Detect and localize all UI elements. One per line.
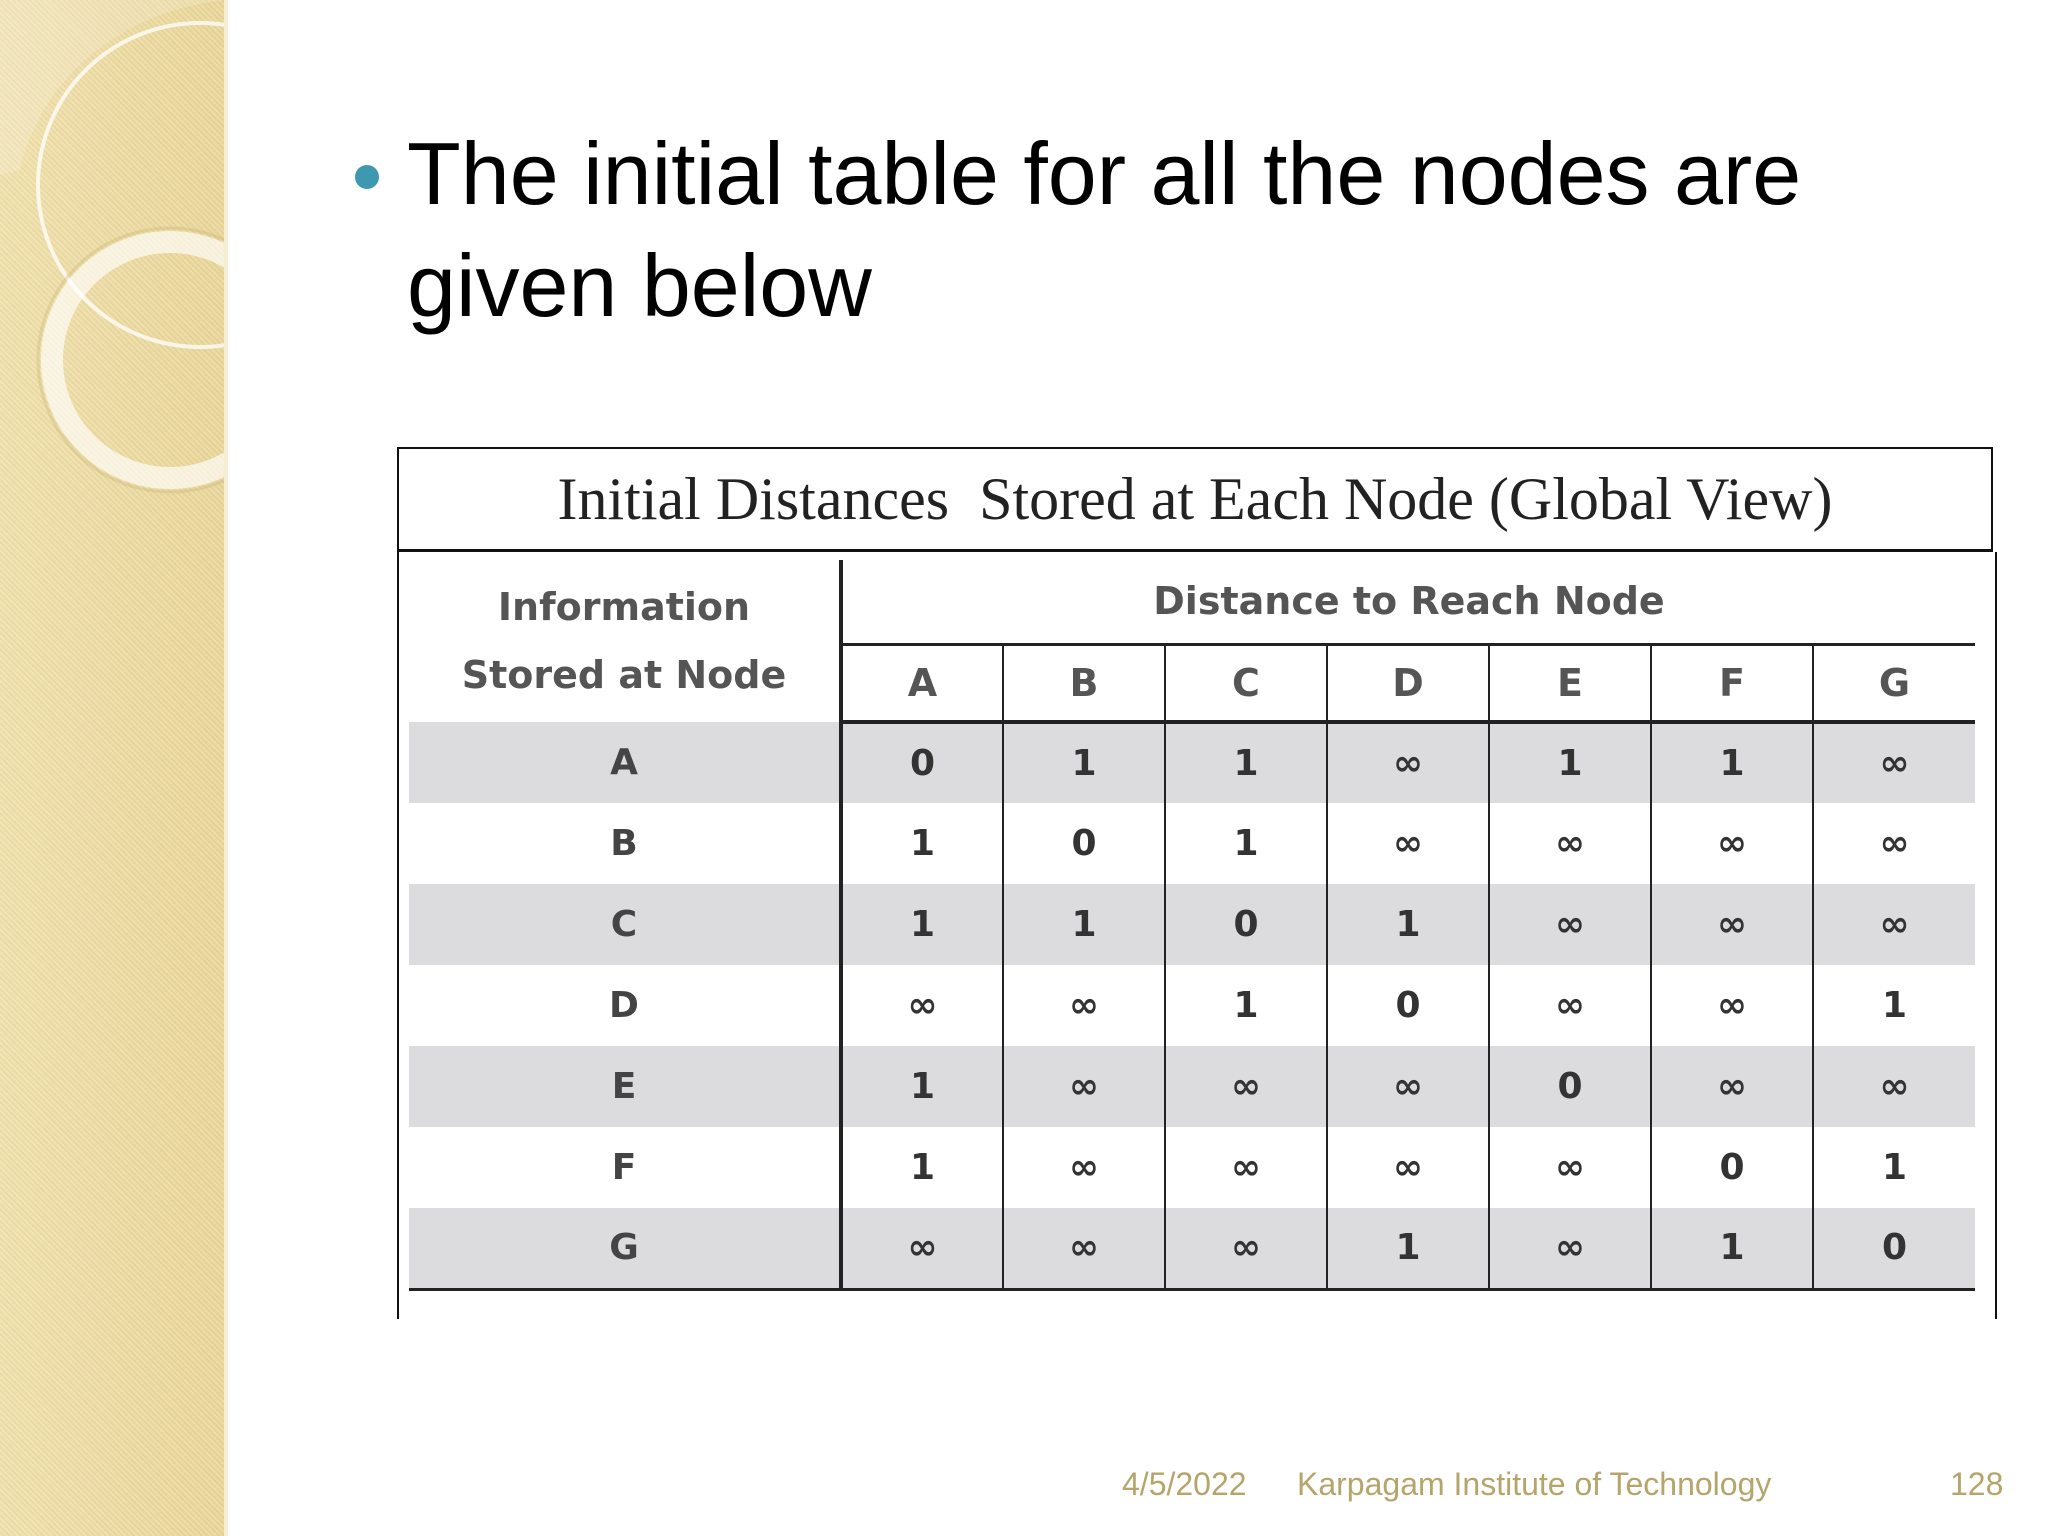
table-cell: 1 bbox=[1813, 1127, 1975, 1208]
table-cell: ∞ bbox=[1813, 722, 1975, 803]
column-header: D bbox=[1327, 644, 1489, 722]
table-cell: ∞ bbox=[841, 1208, 1003, 1289]
row-header: E bbox=[409, 1046, 841, 1127]
table-cell: 1 bbox=[1327, 884, 1489, 965]
table-cell: ∞ bbox=[1165, 1046, 1327, 1127]
table-cell: 0 bbox=[1651, 1127, 1813, 1208]
table-cell: 1 bbox=[1651, 722, 1813, 803]
table-cell: ∞ bbox=[1651, 965, 1813, 1046]
row-header: G bbox=[409, 1208, 841, 1289]
table-cell: 1 bbox=[1489, 722, 1651, 803]
table-cell: ∞ bbox=[1003, 965, 1165, 1046]
table-cell: 1 bbox=[1165, 965, 1327, 1046]
table-cell: ∞ bbox=[1003, 1208, 1165, 1289]
table-row bbox=[409, 884, 1975, 965]
table-row bbox=[409, 1208, 1975, 1289]
footer-date: 4/5/2022 bbox=[1122, 1466, 1247, 1502]
table-cell: 1 bbox=[841, 1127, 1003, 1208]
decorative-sidebar bbox=[0, 0, 227, 1536]
column-header: G bbox=[1813, 644, 1975, 722]
table-cell: 1 bbox=[1003, 722, 1165, 803]
table-cell: 1 bbox=[841, 884, 1003, 965]
table-cell: ∞ bbox=[1813, 1046, 1975, 1127]
table-cell: ∞ bbox=[1489, 965, 1651, 1046]
table-cell: 1 bbox=[1003, 884, 1165, 965]
bullet-text: The initial table for all the nodes are given below bbox=[407, 124, 1802, 335]
table-cell: ∞ bbox=[1651, 803, 1813, 884]
table-cell: ∞ bbox=[1651, 884, 1813, 965]
distance-table bbox=[409, 560, 1975, 1291]
table-cell: 0 bbox=[1165, 884, 1327, 965]
table-title: Initial Distances Stored at Each Node (Global View) bbox=[397, 447, 1993, 552]
table-cell: 1 bbox=[1813, 965, 1975, 1046]
table-cell: 0 bbox=[841, 722, 1003, 803]
column-header: E bbox=[1489, 644, 1651, 722]
table-row bbox=[409, 1127, 1975, 1208]
table-cell: ∞ bbox=[1489, 1127, 1651, 1208]
column-header: F bbox=[1651, 644, 1813, 722]
table-cell: 1 bbox=[1165, 803, 1327, 884]
table-cell: ∞ bbox=[1489, 884, 1651, 965]
table-row bbox=[409, 722, 1975, 803]
table-cell: ∞ bbox=[1327, 722, 1489, 803]
column-header: A bbox=[841, 644, 1003, 722]
table-body-frame bbox=[397, 552, 1997, 1319]
column-header: C bbox=[1165, 644, 1327, 722]
row-header: B bbox=[610, 823, 638, 864]
table-cell: ∞ bbox=[1327, 1127, 1489, 1208]
table-cell: ∞ bbox=[1813, 803, 1975, 884]
table-cell: ∞ bbox=[1165, 1208, 1327, 1289]
table-cell: 1 bbox=[1651, 1208, 1813, 1289]
distance-table-figure bbox=[397, 447, 2002, 1319]
table-row bbox=[409, 1046, 1975, 1127]
table-cell: 1 bbox=[1165, 722, 1327, 803]
footer-page-number: 128 bbox=[1950, 1466, 2004, 1502]
table-cell: ∞ bbox=[1003, 1046, 1165, 1127]
table-cell: ∞ bbox=[1165, 1127, 1327, 1208]
table-row bbox=[409, 803, 1975, 884]
table-cell: 1 bbox=[1327, 1208, 1489, 1289]
row-header-label-line1: Information bbox=[497, 585, 751, 629]
table-cell: ∞ bbox=[1327, 1046, 1489, 1127]
bullet-icon bbox=[355, 165, 379, 189]
table-cell: 0 bbox=[1489, 1046, 1651, 1127]
row-header-label bbox=[409, 560, 841, 722]
table-cell: ∞ bbox=[1651, 1046, 1813, 1127]
sidebar-divider bbox=[224, 0, 228, 1536]
row-header-label-line2: Stored at Node bbox=[461, 653, 787, 697]
table-cell: ∞ bbox=[1489, 1208, 1651, 1289]
row-header: F bbox=[611, 1147, 637, 1188]
table-cell: ∞ bbox=[841, 965, 1003, 1046]
table-cell: ∞ bbox=[1813, 884, 1975, 965]
table-cell: 0 bbox=[1813, 1208, 1975, 1289]
table-cell: ∞ bbox=[1489, 803, 1651, 884]
table-cell: ∞ bbox=[1327, 803, 1489, 884]
row-header: C bbox=[409, 884, 841, 965]
footer-organization: Karpagam Institute of Technology bbox=[1297, 1466, 1772, 1502]
decorative-rings-icon bbox=[0, 0, 227, 520]
table-row bbox=[409, 965, 1975, 1046]
column-header: B bbox=[1003, 644, 1165, 722]
table-cell: 0 bbox=[1003, 803, 1165, 884]
bullet-point bbox=[355, 118, 1955, 342]
row-header: A bbox=[409, 722, 841, 803]
table-cell: 1 bbox=[841, 803, 1003, 884]
table-cell: 0 bbox=[1327, 965, 1489, 1046]
row-header: D bbox=[609, 985, 639, 1026]
table-cell: ∞ bbox=[1003, 1127, 1165, 1208]
column-group-header: Distance to Reach Node bbox=[841, 560, 1975, 644]
table-cell: 1 bbox=[841, 1046, 1003, 1127]
